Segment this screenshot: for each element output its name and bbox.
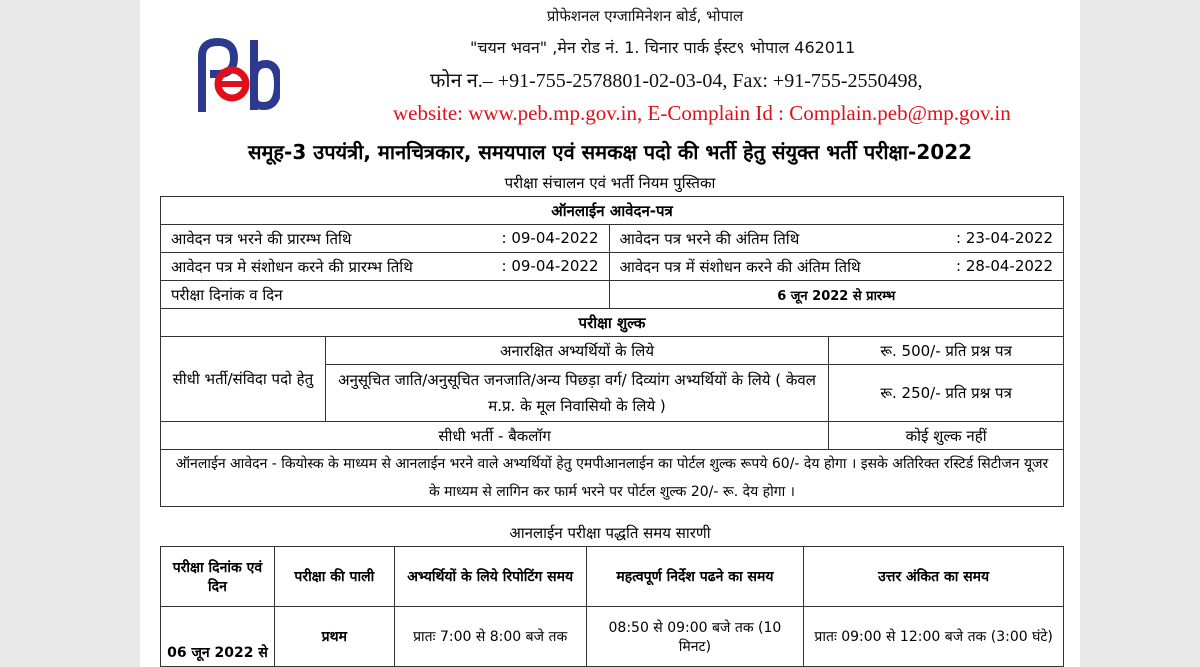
website-email[interactable]: website: www.peb.mp.gov.in, E-Complain Id : Complain.peb@mp.gov.in [393,101,1011,125]
backlog-label: सीधी भर्ती - बैकलॉग [161,422,829,450]
unreserved-fee: रू. 500/- प्रति प्रश्न पत्र [829,337,1064,365]
edit-start-cell: आवेदन पत्र मे संशोधन करने की प्रारम्भ तिथि : 09-04-2022 [161,253,610,281]
exam-title: समूह-3 उपयंत्री, मानचित्रकार, समयपाल एवं समकक्ष पदो की भर्ती हेतु संयुक्त भर्ती परीक्षा-2022 [247,140,973,164]
end-date-cell: आवेदन पत्र भरने की अंतिम तिथि : 23-04-2022 [609,225,1064,253]
col-instructions: महत्वपूर्ण निर्देश पढने का समय [586,547,804,607]
reserved-fee: रू. 250/- प्रति प्रश्न पत्र [829,365,1064,422]
unreserved-label: अनारक्षित अभ्यर्थियों के लिये [325,337,828,365]
row1-answering: प्रातः 09:00 से 12:00 बजे तक (3:00 घंटे) [804,607,1064,667]
col-reporting: अभ्यर्थियों के लिये रिपोटिंग समय [394,547,586,607]
fee-category: सीधी भर्ती/संविदा पदो हेतु [161,337,326,422]
row1-reporting: प्रातः 7:00 से 8:00 बजे तक [394,607,586,667]
address: "चयन भवन" ,मेन रोड नं. 1. चिनार पार्क ईस्ट९ भोपाल 462011 [470,38,856,57]
col-shift: परीक्षा की पाली [274,547,394,607]
col-answering: उत्तर अंकित का समय [804,547,1064,607]
schedule-table [160,546,1064,667]
document-page [140,0,1080,667]
booklet-subtitle: परीक्षा संचालन एवं भर्ती नियम पुस्तिका [504,174,716,192]
reserved-label: अनुसूचित जाति/अनुसूचित जनजाति/अन्य पिछड़ा वर्ग/ दिव्यांग अभ्यर्थियों के लिये ( केवल म.प्र. के मूल निवासियो के लिये ) [325,365,828,422]
row1-shift: प्रथम [274,607,394,667]
exam-date-label: परीक्षा दिनांक व दिन [161,281,610,309]
online-form-heading: ऑनलाईन आवेदन-पत्र [161,197,1064,225]
fee-heading: परीक्षा शुल्क [161,309,1064,337]
edit-end-cell: आवेदन पत्र में संशोधन करने की अंतिम तिथि : 28-04-2022 [609,253,1064,281]
org-name: प्रोफेशनल एग्जामिनेशन बोर्ड, भोपाल [546,7,744,25]
row1-instructions: 08:50 से 09:00 बजे तक (10 मिनट) [586,607,804,667]
row1-date: 06 जून 2022 से [161,607,275,667]
online-application-table [160,196,1064,507]
backlog-fee: कोई शुल्क नहीं [829,422,1064,450]
portal-fee-note: ऑनलाईन आवेदन - कियोस्क के माध्यम से आनलाईन भरने वाले अभ्यर्थियों हेतु एमपीआनलाईन का पोर्टल शुल्क रूपये 60/- देय होगा । इसके अतिरिक्त रस्टिर्ड सिटीजन यूजर के माध्यम से लागिन कर फार्म भरने पर पोर्टल शुल्क 20/- रू. देय होगा । [161,450,1064,507]
peb-logo [188,34,280,120]
exam-date-value: 6 जून 2022 से प्रारम्भ [609,281,1064,309]
schedule-heading: आनलाईन परीक्षा पद्धति समय सारणी [509,524,711,542]
phone-fax: फोन न.– +91-755-2578801-02-03-04, Fax: +91-755-2550498, [430,70,923,92]
col-date: परीक्षा दिनांक एवं दिन [161,547,275,607]
start-date-cell: आवेदन पत्र भरने की प्रारम्भ तिथि : 09-04-2022 [161,225,610,253]
